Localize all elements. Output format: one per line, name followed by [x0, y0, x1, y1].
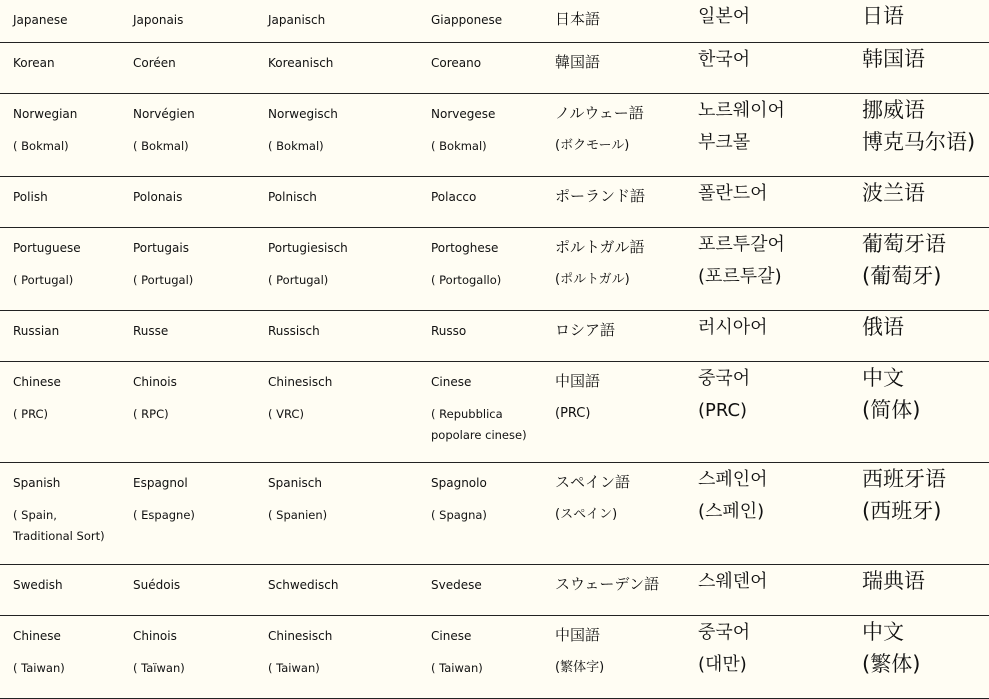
cell-ko: 중국어	[698, 622, 751, 643]
cell-en: Japanese	[13, 13, 68, 27]
cell-zh-note: (西班牙)	[862, 499, 942, 523]
table-row	[0, 616, 989, 699]
cell-ja: スペイン語	[555, 473, 631, 491]
cell-it: Cinese	[431, 375, 472, 389]
cell-en-note: ( Bokmal)	[13, 139, 69, 153]
table-row	[0, 0, 989, 43]
cell-en: Korean	[13, 56, 55, 70]
cell-it-note-cont: popolare cinese)	[431, 428, 527, 442]
cell-zh: 瑞典语	[862, 569, 925, 593]
cell-de: Chinesisch	[268, 375, 333, 389]
cell-fr: Espagnol	[133, 476, 188, 490]
cell-de-note: ( Spanien)	[268, 508, 328, 522]
cell-zh: 中文	[862, 366, 904, 390]
cell-zh: 波兰语	[862, 181, 925, 205]
cell-zh-note: 博克马尔语)	[862, 130, 976, 154]
cell-it-note: ( Repubblica	[431, 407, 503, 421]
cell-ja: ノルウェー語	[555, 104, 644, 122]
cell-en-note: ( PRC)	[13, 407, 49, 421]
cell-zh-note: (繁体)	[862, 652, 921, 676]
cell-de: Norwegisch	[268, 107, 338, 121]
cell-ko: 폴란드어	[698, 183, 768, 204]
cell-fr: Japonais	[133, 13, 184, 27]
cell-fr-note: ( RPC)	[133, 407, 169, 421]
cell-zh-note: (简体)	[862, 398, 921, 422]
cell-en: Chinese	[13, 375, 61, 389]
cell-ko-note: (스페인)	[698, 501, 765, 522]
cell-en-note: ( Portugal)	[13, 273, 74, 287]
cell-de: Spanisch	[268, 476, 322, 490]
cell-de: Japanisch	[268, 13, 326, 27]
table-row	[0, 463, 989, 565]
cell-de: Schwedisch	[268, 578, 339, 592]
table-row	[0, 362, 989, 463]
cell-ko-note: 부크몰	[698, 132, 751, 153]
cell-de: Polnisch	[268, 190, 317, 204]
cell-en: Chinese	[13, 629, 61, 643]
cell-ja: スウェーデン語	[555, 575, 660, 593]
cell-de: Koreanisch	[268, 56, 334, 70]
cell-fr: Polonais	[133, 190, 183, 204]
cell-en: Portuguese	[13, 241, 81, 255]
cell-it: Polacco	[431, 190, 477, 204]
cell-ja: 韓国語	[555, 53, 601, 71]
cell-de: Chinesisch	[268, 629, 333, 643]
cell-de-note: ( Bokmal)	[268, 139, 324, 153]
cell-ja-note: (ボクモール)	[555, 138, 630, 153]
cell-ko: 노르웨이어	[698, 100, 785, 121]
cell-en: Swedish	[13, 578, 63, 592]
cell-fr-note: ( Espagne)	[133, 508, 195, 522]
cell-en-note-cont: Traditional Sort)	[13, 529, 105, 543]
cell-en: Norwegian	[13, 107, 78, 121]
cell-zh: 俄语	[862, 315, 904, 339]
table-row	[0, 94, 989, 177]
cell-ja-note: (ポルトガル)	[555, 272, 630, 287]
cell-it: Svedese	[431, 578, 482, 592]
cell-fr: Chinois	[133, 629, 177, 643]
cell-ko: 일본어	[698, 6, 751, 27]
cell-it: Coreano	[431, 56, 482, 70]
cell-ja: ポルトガル語	[555, 238, 645, 256]
cell-ko: 러시아어	[698, 317, 768, 338]
cell-en-note: ( Spain,	[13, 508, 57, 522]
table-row	[0, 228, 989, 311]
cell-it: Cinese	[431, 629, 472, 643]
cell-zh-note: (葡萄牙)	[862, 264, 942, 288]
cell-ko: 포르투갈어	[698, 234, 785, 255]
cell-de: Portugiesisch	[268, 241, 348, 255]
cell-ja: ポーランド語	[555, 187, 646, 205]
cell-ko: 스웨덴어	[698, 571, 768, 592]
cell-fr: Coréen	[133, 56, 176, 70]
cell-it: Norvegese	[431, 107, 496, 121]
cell-ja-note: (繁体字)	[555, 660, 605, 675]
cell-zh: 挪威语	[862, 98, 925, 122]
cell-de: Russisch	[268, 324, 320, 338]
cell-ko: 스페인어	[698, 469, 768, 490]
cell-en-note: ( Taiwan)	[13, 661, 65, 675]
cell-fr: Russe	[133, 324, 169, 338]
cell-it-note: ( Taiwan)	[431, 661, 483, 675]
cell-ko: 중국어	[698, 368, 751, 389]
cell-de-note: ( Portugal)	[268, 273, 329, 287]
table-row	[0, 565, 989, 616]
cell-ko-note: (대만)	[698, 654, 747, 675]
cell-ja: 中国語	[555, 372, 601, 390]
cell-zh: 葡萄牙语	[862, 232, 946, 256]
cell-it: Portoghese	[431, 241, 499, 255]
cell-ja-note: (PRC)	[555, 406, 591, 421]
cell-ja: ロシア語	[555, 321, 616, 339]
cell-fr-note: ( Portugal)	[133, 273, 194, 287]
cell-zh: 西班牙语	[862, 467, 946, 491]
cell-ko: 한국어	[698, 49, 751, 70]
cell-it-note: ( Spagna)	[431, 508, 487, 522]
cell-it-note: ( Portogallo)	[431, 273, 502, 287]
cell-fr-note: ( Taïwan)	[133, 661, 185, 675]
cell-ko-note: (PRC)	[698, 400, 748, 421]
cell-it: Spagnolo	[431, 476, 487, 490]
table-row	[0, 43, 989, 94]
cell-de-note: ( Taiwan)	[268, 661, 320, 675]
cell-zh: 韩国语	[862, 47, 925, 71]
cell-en: Spanish	[13, 476, 61, 490]
cell-it: Russo	[431, 324, 467, 338]
cell-zh: 中文	[862, 620, 904, 644]
cell-de-note: ( VRC)	[268, 407, 304, 421]
cell-fr-note: ( Bokmal)	[133, 139, 189, 153]
cell-en: Polish	[13, 190, 48, 204]
table-row	[0, 311, 989, 362]
cell-fr: Norvégien	[133, 107, 195, 121]
cell-ja-note: (スペイン)	[555, 507, 618, 522]
table-row	[0, 177, 989, 228]
cell-it-note: ( Bokmal)	[431, 139, 487, 153]
cell-fr: Suédois	[133, 578, 181, 592]
cell-zh: 日语	[862, 4, 904, 28]
cell-ko-note: (포르투갈)	[698, 266, 782, 287]
cell-en: Russian	[13, 324, 60, 338]
cell-fr: Portugais	[133, 241, 189, 255]
cell-ja: 中国語	[555, 626, 601, 644]
cell-it: Giapponese	[431, 13, 503, 27]
cell-fr: Chinois	[133, 375, 177, 389]
cell-ja: 日本語	[555, 10, 601, 28]
